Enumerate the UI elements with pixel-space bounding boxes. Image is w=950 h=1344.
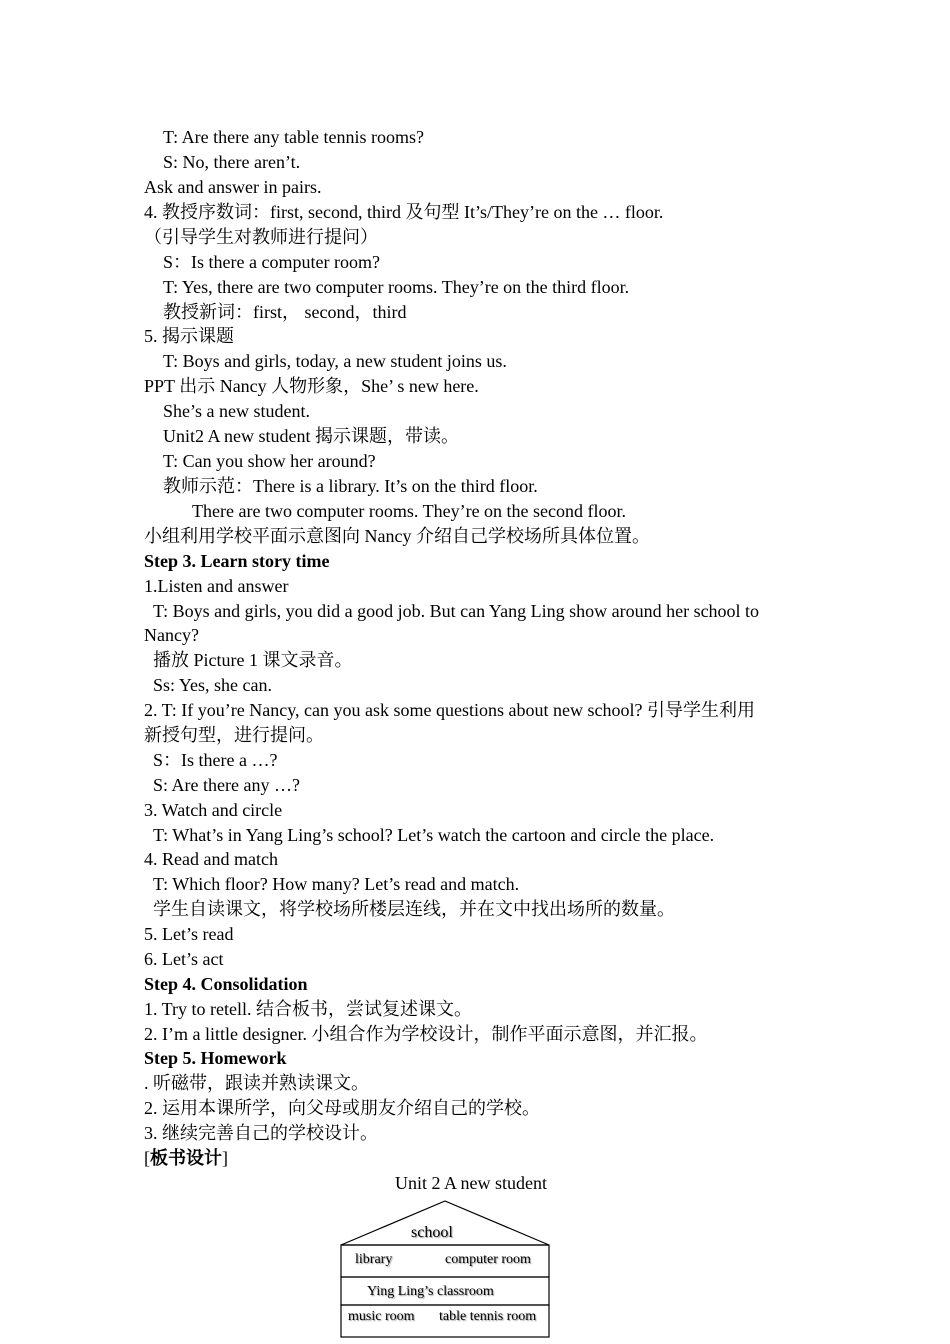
board-title: Unit 2 A new student — [395, 1173, 547, 1193]
text-line: Unit2 A new student 揭示课题，带读。 — [163, 426, 459, 446]
text-line: T: Are there any table tennis rooms? — [163, 127, 425, 147]
text-line: 2. T: If you’re Nancy, can you ask some questions about new school? 引导学生利用 — [144, 700, 755, 720]
table-tennis-room-label: table tennis room — [439, 1309, 537, 1324]
text-line: 1. Try to retell. 结合板书，尝试复述课文。 — [144, 999, 473, 1019]
text-line: T: Boys and girls, today, a new student joins us. — [163, 351, 507, 371]
text-line: 1.Listen and answer — [144, 576, 289, 596]
text-line: 教师示范：There is a library. It’s on the third floor. — [163, 476, 538, 496]
computer-room-label: computer room — [445, 1252, 531, 1267]
text-line: 5. Let’s read — [144, 924, 234, 944]
bracket-close: ] — [222, 1148, 228, 1168]
text-line: She’s a new student. — [163, 401, 310, 421]
text-line: T: Yes, there are two computer rooms. They’re on the third floor. — [163, 277, 630, 297]
text-line: S: No, there aren’t. — [163, 152, 301, 172]
text-line: 小组利用学校平面示意图向 Nancy 介绍自己学校场所具体位置。 — [144, 526, 650, 546]
text-line: 教授新词：first， second，third — [163, 302, 407, 322]
text-line: T: Can you show her around? — [163, 451, 376, 471]
text-line: 学生自读课文，将学校场所楼层连线，并在文中找出场所的数量。 — [153, 899, 675, 919]
text-line: 4. 教授序数词：first, second, third 及句型 It’s/They’re on the … floor. — [144, 202, 664, 222]
text-line: . 听磁带，跟读并熟读课文。 — [144, 1073, 369, 1093]
text-line: 4. Read and match — [144, 849, 278, 869]
step-heading: Step 4. Consolidation — [144, 974, 308, 994]
text-line: 5. 揭示课题 — [144, 326, 234, 346]
text-line: T: Which floor? How many? Let’s read and match. — [153, 874, 520, 894]
text-line: 6. Let’s act — [144, 949, 224, 969]
classroom-label: Ying Ling’s classroom — [367, 1284, 494, 1299]
text-line: There are two computer rooms. They’re on the second floor. — [192, 501, 627, 521]
text-line: 2. I’m a little designer. 小组合作为学校设计，制作平面示意图，并汇报。 — [144, 1024, 708, 1044]
bracket-open: [ — [144, 1148, 150, 1168]
text-line: Nancy? — [144, 625, 199, 645]
text-line: S：Is there a computer room? — [163, 252, 380, 272]
text-line: Ask and answer in pairs. — [144, 177, 322, 197]
text-line: S: Are there any …? — [153, 775, 300, 795]
board-heading-text: 板书设计 — [150, 1148, 222, 1168]
text-line: T: What’s in Yang Ling’s school? Let’s watch the cartoon and circle the place. — [153, 825, 715, 845]
step-heading: Step 3. Learn story time — [144, 551, 330, 571]
text-line: 3. Watch and circle — [144, 800, 283, 820]
step-heading: Step 5. Homework — [144, 1048, 287, 1068]
music-room-label: music room — [348, 1309, 415, 1324]
text-line: 播放 Picture 1 课文录音。 — [153, 650, 353, 670]
text-line: 新授句型，进行提问。 — [144, 725, 324, 745]
text-line: （引导学生对教师进行提问） — [144, 227, 378, 247]
library-label: library — [355, 1252, 393, 1267]
text-line: PPT 出示 Nancy 人物形象，She’ s new here. — [144, 376, 479, 396]
text-line: 2. 运用本课所学，向父母或朋友介绍自己的学校。 — [144, 1098, 540, 1118]
text-line: 3. 继续完善自己的学校设计。 — [144, 1123, 378, 1143]
school-diagram — [338, 1198, 552, 1340]
text-line: T: Boys and girls, you did a good job. But can Yang Ling show around her school to — [153, 601, 760, 621]
board-design-heading — [144, 1146, 228, 1170]
school-label: school — [411, 1224, 453, 1241]
text-line: S：Is there a …? — [153, 750, 278, 770]
text-line: Ss: Yes, she can. — [153, 675, 273, 695]
